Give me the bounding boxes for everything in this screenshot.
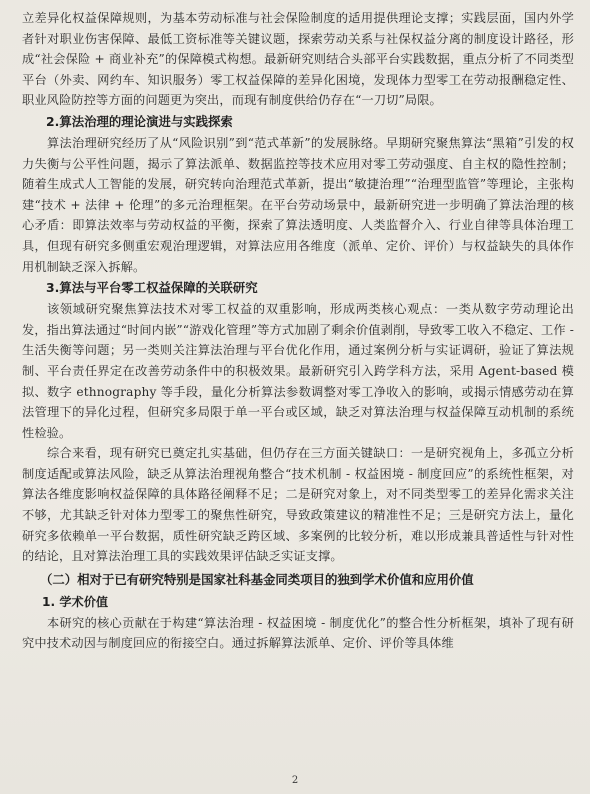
- heading-section-academic-application-value: （二）相对于已有研究特别是国家社科基金同类项目的独到学术价值和应用价值: [40, 571, 474, 587]
- heading-algorithm-governance-theory: 2.算法治理的理论演进与实践探索: [46, 113, 233, 129]
- document-body: [22, 8, 574, 654]
- paragraph-core-contribution: 本研究的核心贡献在于构建“算法治理 - 权益困境 - 制度优化”的整合性分析框架，填补了现有研究中技术动因与制度回应的衔接空白。通过拆解算法派单、定价、评价等具体维: [22, 615, 574, 651]
- heading-algorithm-gig-rights-relation: 3.算法与平台零工权益保障的关联研究: [46, 280, 258, 296]
- paragraph-gig-rights-protection: 立差异化权益保障规则，为基本劳动标准与社会保险制度的适用提供理论支撑；实践层面，国内外学者针对职业伤害保障、最低工资标准等关键议题，探索劳动关系与社保权益分离的制度设计路径，形成“社会保险 + 商业补充”的保障模式构想。最新研究则结合头部平台实践数据，重点分析了不同类型平台（外卖、网约车、知识服务）零工权益保障的差异化困境，发现体力型零工在劳动报酬稳定性、职业风险防控等方面的问题更为突出，而现有制度供给仍存在“一刀切”局限。: [22, 11, 574, 108]
- paragraph-algorithm-gig-relation: 该领域研究聚焦算法技术对零工权益的双重影响，形成两类核心观点：一类从数字劳动理论出发，指出算法通过“时间内嵌”“游戏化管理”等方式加剧了剩余价值剥削，导致零工收入不稳定、工作 - 生活失衡等问题；另一类则关注算法治理与平台优化作用，通过案例分析与实证调研，验证了算法规制、平台责任界定在改善劳动条件中的积极效果。最新研究引入跨学科方法，采用 Agent-based 模拟、数字 ethnography 等手段，量化分析算法参数调整对零工净收入的影响，或揭示情感劳动在算法管理下的异化过程，但研究多局限于单一平台或区域，缺乏对算法治理与权益保障互动机制的系统性检验。: [22, 302, 574, 440]
- paragraph-algorithm-governance: 算法治理研究经历了从“风险识别”到“范式革新”的发展脉络。早期研究聚焦算法“黑箱”引发的权力失衡与公平性问题，揭示了算法派单、数据监控等技术应用对零工劳动强度、自主权的隐性控制；随着生成式人工智能的发展，研究转向治理范式革新，提出“敏捷治理”“治理型监管”等理论，主张构建“技术 + 法律 + 伦理”的多元治理框架。在平台劳动场景中，最新研究进一步明确了算法治理的核心矛盾：即算法效率与劳动权益的平衡，探索了算法透明度、人类监督介入、行业自律等具体治理工具，但现有研究多侧重宏观治理逻辑，对算法应用各维度（派单、定价、评价）与权益缺失的具体作用机制缺乏深入拆解。: [22, 135, 574, 274]
- paragraph-research-gaps-summary: 综合来看，现有研究已奠定扎实基础，但仍存在三方面关键缺口：一是研究视角上，多孤立分析制度适配或算法风险，缺乏从算法治理视角整合“技术机制 - 权益困境 - 制度回应”的系统性框架，对算法各维度影响权益保障的具体路径阐释不足；二是研究对象上，对不同类型零工的差异化需求关注不够，尤其缺乏针对体力型零工的聚焦性研究，导致政策建议的精准性不足；三是研究方法上，量化研究多依赖单一平台数据，质性研究缺乏跨区域、多案例的比较分析，难以形成兼具普适性与针对性的结论，且对算法治理工具的实践效果评估缺乏实证支撑。: [22, 446, 574, 564]
- heading-academic-value: 1. 学术价值: [42, 594, 109, 609]
- page-number: 2: [291, 775, 299, 786]
